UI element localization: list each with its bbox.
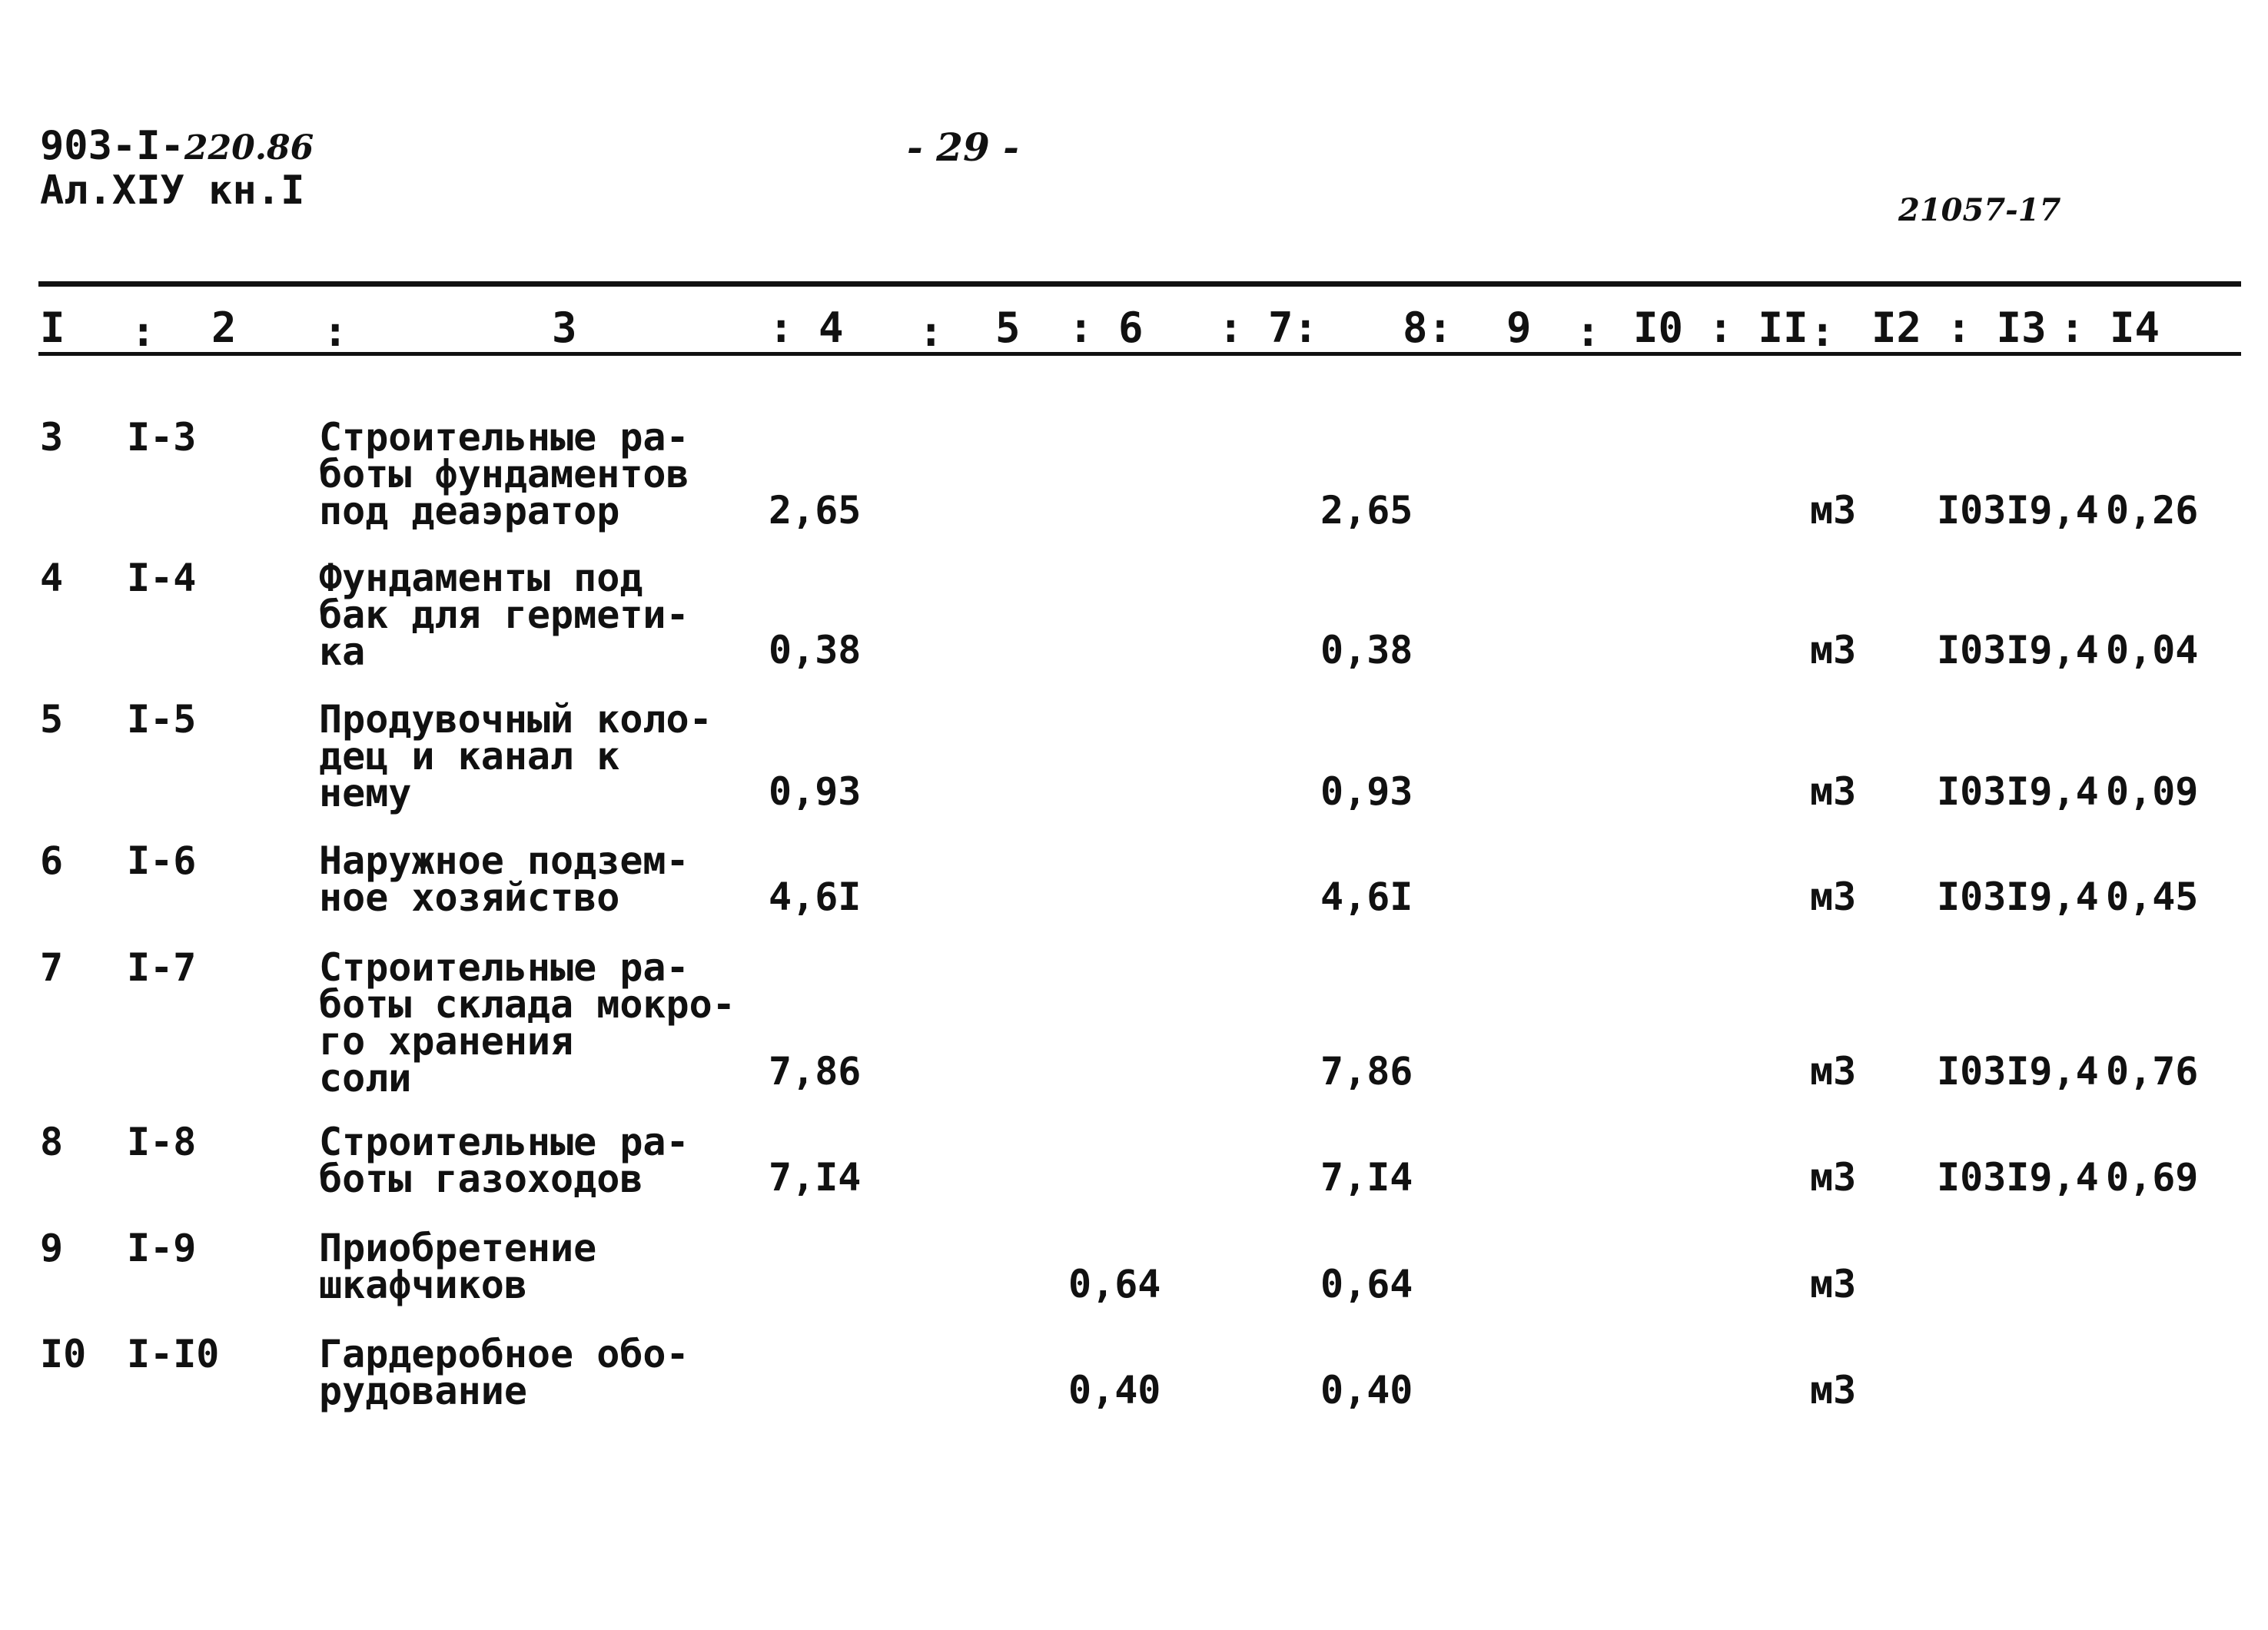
- col-head-7: : 7:: [1218, 304, 1319, 352]
- col8-value: 7,I4: [1320, 1155, 1413, 1200]
- unit: м3: [1810, 1155, 1857, 1200]
- row-code: I-5: [127, 697, 197, 742]
- col-sep: :: [1576, 307, 1601, 356]
- col8-value: 7,86: [1320, 1049, 1413, 1094]
- col13-value: I03I9,4: [1937, 1049, 2099, 1094]
- col14-value: 0,26: [2106, 488, 2199, 533]
- row-number: 6: [40, 838, 64, 883]
- row-code: I-8: [127, 1120, 197, 1164]
- doc-code-handwritten: 220.86: [184, 128, 314, 168]
- row-number: 4: [40, 556, 64, 600]
- col-head-9: 9: [1506, 304, 1532, 352]
- col4-value: 7,I4: [769, 1155, 862, 1200]
- col-sep: :: [323, 307, 348, 356]
- col-head-4: : 4: [769, 304, 844, 352]
- row-description: Строительные ра- боты склада мокро- го хранения соли: [319, 945, 736, 1100]
- col-sep: :: [918, 307, 944, 356]
- row-number: 5: [40, 697, 64, 742]
- doc-code-printed: 903-I-: [40, 123, 184, 169]
- row-number: 7: [40, 945, 64, 990]
- row-description: Продувочный коло- дец и канал к нему: [319, 697, 712, 815]
- col6-value: 0,40: [1068, 1368, 1161, 1413]
- col14-value: 0,09: [2106, 769, 2199, 814]
- row-code: I-6: [127, 838, 197, 883]
- col8-value: 0,64: [1320, 1262, 1413, 1306]
- col-head-1: I: [40, 304, 65, 352]
- row-number: 8: [40, 1120, 64, 1164]
- col14-value: 0,69: [2106, 1155, 2199, 1200]
- row-description: Строительные ра- боты газоходов: [319, 1120, 689, 1201]
- unit: м3: [1810, 488, 1857, 533]
- unit: м3: [1810, 875, 1857, 919]
- col13-value: I03I9,4: [1937, 875, 2099, 919]
- row-code: I-9: [127, 1226, 197, 1270]
- col-head-6: : 6: [1068, 304, 1144, 352]
- unit: м3: [1810, 769, 1857, 814]
- col6-value: 0,64: [1068, 1262, 1161, 1306]
- col8-value: 0,93: [1320, 769, 1413, 814]
- doc-code: [40, 123, 314, 169]
- header-bottom-rule: [38, 352, 2241, 356]
- album-line: Ал.XIУ кн.I: [40, 168, 305, 214]
- col-head-10-11: I0 : II: [1633, 304, 1808, 352]
- row-description: Приобретение шкафчиков: [319, 1226, 597, 1307]
- col-head-5: 5: [995, 304, 1021, 352]
- col8-value: 0,38: [1320, 628, 1413, 672]
- unit: м3: [1810, 1049, 1857, 1094]
- col-head-2: 2: [211, 304, 237, 352]
- col4-value: 4,6I: [769, 875, 862, 919]
- archive-number: 21057-17: [1898, 192, 2061, 228]
- col14-value: 0,76: [2106, 1049, 2199, 1094]
- unit: м3: [1810, 628, 1857, 672]
- col14-value: 0,04: [2106, 628, 2199, 672]
- row-code: I-7: [127, 945, 197, 990]
- col13-value: I03I9,4: [1937, 1155, 2099, 1200]
- col13-value: I03I9,4: [1937, 769, 2099, 814]
- page-number: - 29 -: [907, 124, 1019, 170]
- col8-value: 2,65: [1320, 488, 1413, 533]
- col-sep: :: [1810, 307, 1835, 356]
- row-description: Гардеробное обо- рудование: [319, 1332, 689, 1413]
- col-head-3: 3: [552, 304, 577, 352]
- row-description: Строительные ра- боты фундаментов под деаэратор: [319, 415, 689, 533]
- unit: м3: [1810, 1262, 1857, 1306]
- row-number: I0: [40, 1332, 87, 1376]
- row-code: I-I0: [127, 1332, 220, 1376]
- row-number: 9: [40, 1226, 64, 1270]
- col13-value: I03I9,4: [1937, 488, 2099, 533]
- row-code: I-4: [127, 556, 197, 600]
- col-head-12-13: I2 : I3: [1871, 304, 2047, 352]
- row-description: Наружное подзем- ное хозяйство: [319, 838, 689, 920]
- col8-value: 0,40: [1320, 1368, 1413, 1413]
- col13-value: I03I9,4: [1937, 628, 2099, 672]
- col-sep: :: [131, 307, 156, 356]
- col4-value: 7,86: [769, 1049, 862, 1094]
- top-rule: [38, 281, 2241, 287]
- unit: м3: [1810, 1368, 1857, 1413]
- col-head-8: 8:: [1403, 304, 1453, 352]
- row-code: I-3: [127, 415, 197, 460]
- col-head-14: : I4: [2060, 304, 2160, 352]
- row-description: Фундаменты под бак для гермети- ка: [319, 556, 689, 674]
- col4-value: 0,93: [769, 769, 862, 814]
- row-number: 3: [40, 415, 64, 460]
- col4-value: 2,65: [769, 488, 862, 533]
- col14-value: 0,45: [2106, 875, 2199, 919]
- col4-value: 0,38: [769, 628, 862, 672]
- col8-value: 4,6I: [1320, 875, 1413, 919]
